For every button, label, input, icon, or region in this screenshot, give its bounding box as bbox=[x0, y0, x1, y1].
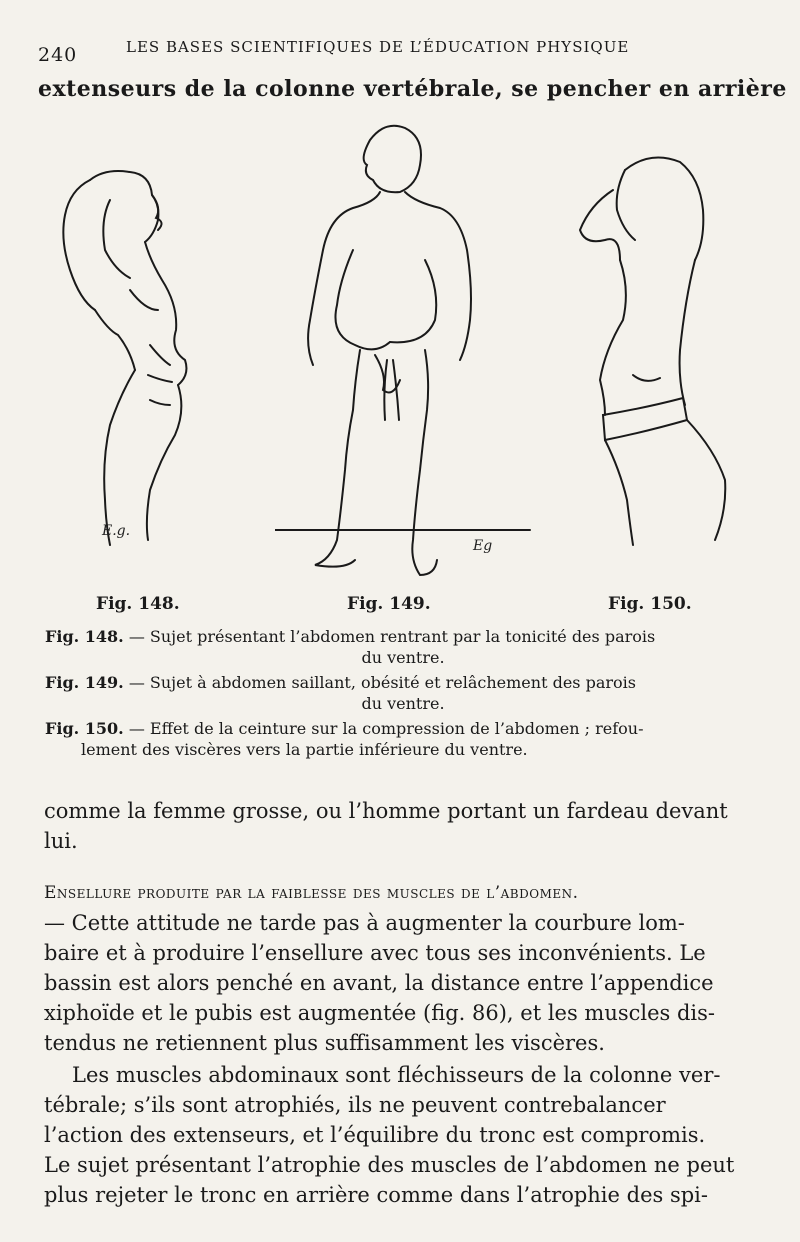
figure-captions bbox=[45, 626, 761, 764]
continuation-line: extenseurs de la colonne vertébrale, se pencher en arrière bbox=[38, 76, 787, 102]
caption-text-cont: lement des viscères vers la partie inférieure du ventre. bbox=[81, 740, 528, 759]
caption-number: Fig. 149. bbox=[45, 673, 124, 692]
artist-signature-148: E.g. bbox=[102, 523, 131, 539]
text-line: Le sujet présentant l’atrophie des muscles de l’abdomen ne peut bbox=[44, 1153, 735, 1177]
text-line: comme la femme grosse, ou l’homme portant un fardeau devant bbox=[44, 799, 728, 823]
caption-number: Fig. 150. bbox=[45, 719, 124, 738]
figure-150-illustration bbox=[575, 150, 740, 550]
text-line: tendus ne retiennent plus suffisamment les viscères. bbox=[44, 1031, 605, 1055]
caption-text-cont: du ventre. bbox=[361, 694, 445, 713]
text-line: lui. bbox=[44, 829, 78, 853]
caption-text: — Sujet à abdomen saillant, obésité et relâchement des parois bbox=[128, 673, 636, 692]
caption-text: — Effet de la ceinture sur la compression de l’abdomen ; refou- bbox=[128, 719, 644, 738]
artist-signature-149: Eg bbox=[473, 538, 493, 554]
running-title: LES BASES SCIENTIFIQUES DE L’ÉDUCATION PHYSIQUE bbox=[126, 38, 630, 56]
fig-150-label: Fig. 150. bbox=[608, 594, 692, 614]
caption-number: Fig. 148. bbox=[45, 627, 124, 646]
figure-149-illustration bbox=[275, 120, 545, 580]
text-line: l’action des extenseurs, et l’équilibre du tronc est compromis. bbox=[44, 1123, 706, 1147]
text-line: bassin est alors penché en avant, la distance entre l’appendice bbox=[44, 971, 714, 995]
running-head bbox=[38, 36, 758, 64]
caption-150 bbox=[45, 718, 761, 760]
paragraph-1 bbox=[44, 796, 764, 856]
text-line: plus rejeter le tronc en arrière comme dans l’atrophie des spi- bbox=[44, 1183, 708, 1207]
caption-text: — Sujet présentant l’abdomen rentrant par la tonicité des parois bbox=[128, 627, 656, 646]
text-line: Les muscles abdominaux sont fléchisseurs de la colonne ver- bbox=[72, 1063, 721, 1087]
text-line: baire et à produire l’ensellure avec tous ses inconvénients. Le bbox=[44, 941, 706, 965]
page-number: 240 bbox=[38, 44, 78, 66]
fig-149-label: Fig. 149. bbox=[347, 594, 431, 614]
caption-text-cont: du ventre. bbox=[361, 648, 445, 667]
section-heading: Ensellure produite par la faiblesse des muscles de l’abdomen. bbox=[44, 883, 579, 903]
paragraph-2 bbox=[44, 878, 764, 1058]
text-line: xiphoïde et le pubis est augmentée (fig. 86), et les muscles dis- bbox=[44, 1001, 716, 1025]
text-line: tébrale; s’ils sont atrophiés, ils ne peuvent contrebalancer bbox=[44, 1093, 666, 1117]
fig-148-label: Fig. 148. bbox=[96, 594, 180, 614]
caption-148 bbox=[45, 626, 761, 668]
figure-148-illustration bbox=[50, 160, 220, 550]
paragraph-3 bbox=[44, 1060, 764, 1210]
caption-149 bbox=[45, 672, 761, 714]
text-line: — Cette attitude ne tarde pas à augmenter la courbure lom- bbox=[44, 911, 685, 935]
